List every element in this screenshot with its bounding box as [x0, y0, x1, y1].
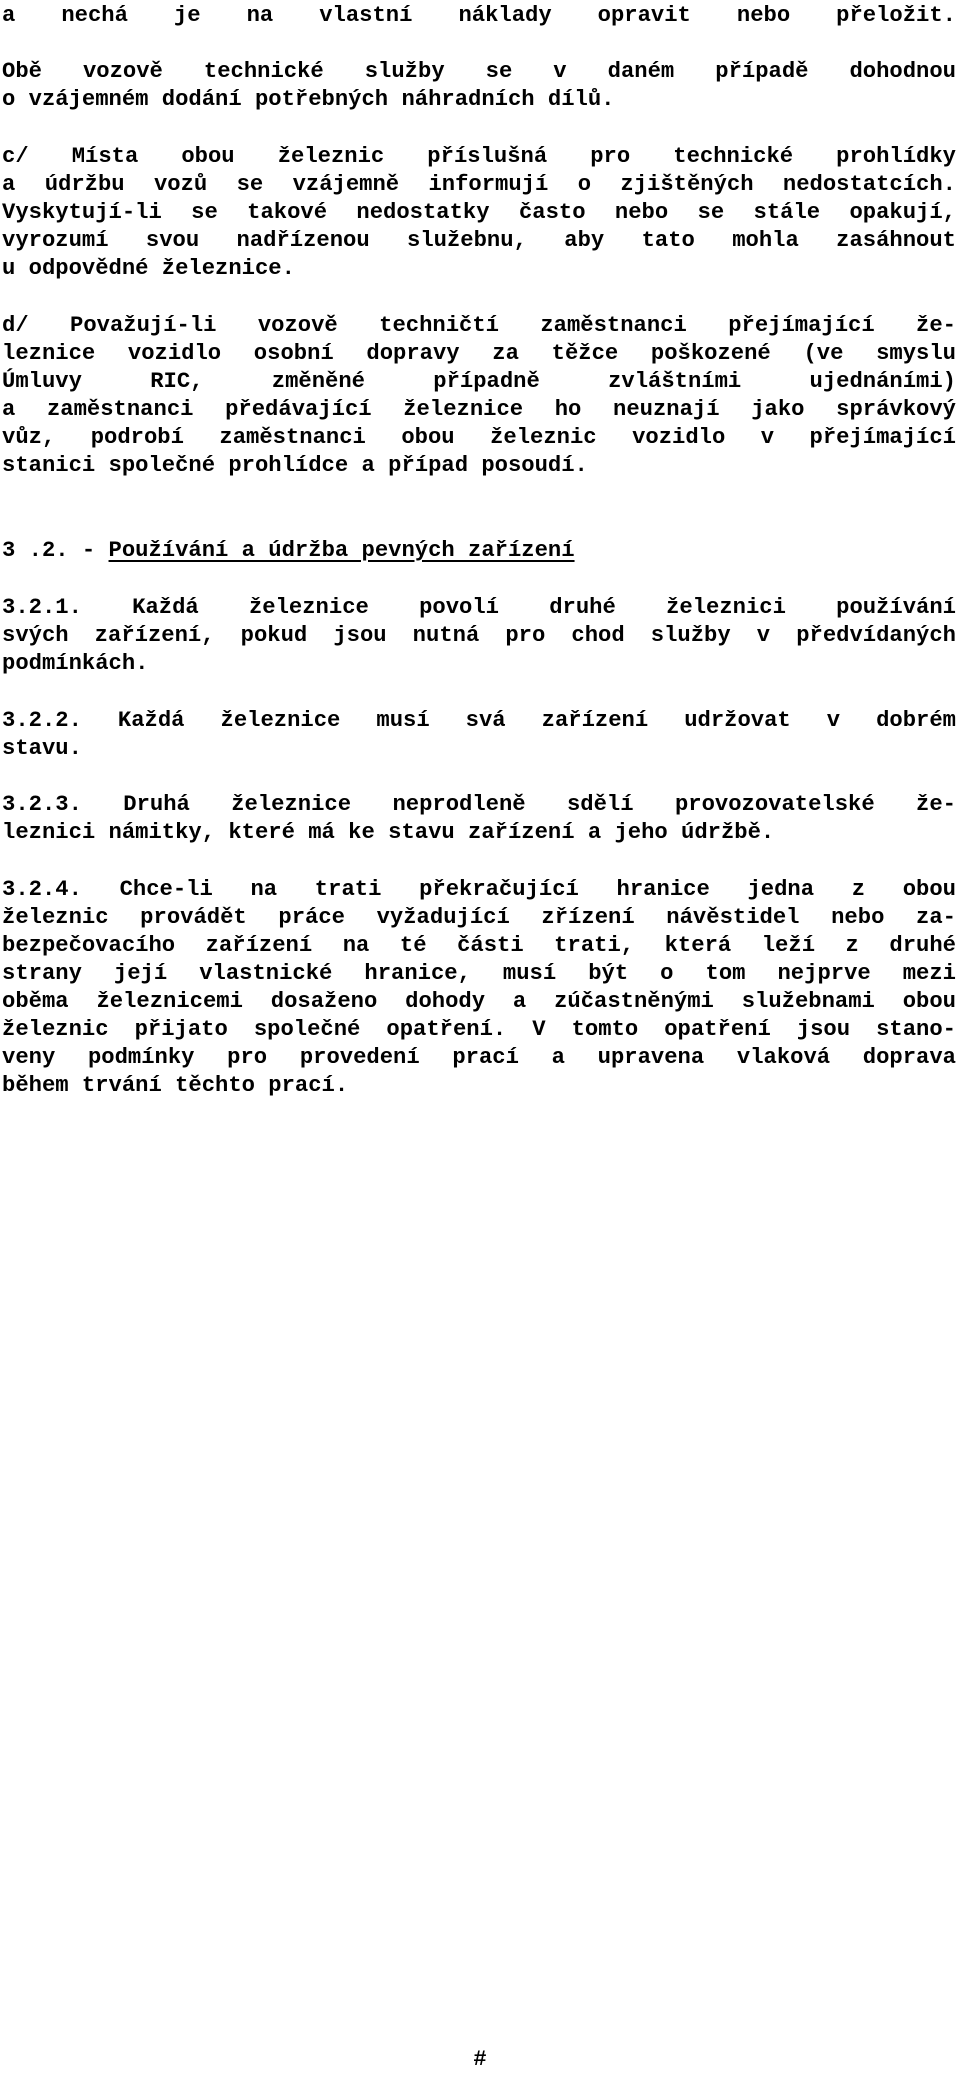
- paragraph-line: železnic provádět práce vyžadující zřízení návěstidel nebo za-: [2, 905, 956, 930]
- paragraph-line: leznici námitky, které má ke stavu zařízení a jeho údržbě.: [2, 820, 775, 845]
- paragraph-line: c/ Místa obou železnic příslušná pro technické prohlídky: [2, 144, 956, 169]
- section-heading: [2, 537, 956, 565]
- paragraph-line: podmínkách.: [2, 651, 149, 676]
- paragraph-line: Obě vozově technické služby se v daném případě dohodnou: [2, 59, 956, 84]
- paragraph-line: Vyskytují-li se takové nedostatky často nebo se stále opakují,: [2, 200, 956, 225]
- paragraph-line: vyrozumí svou nadřízenou služebnu, aby tato mohla zasáhnout: [2, 228, 956, 253]
- paragraph-line: stanici společné prohlídce a případ posoudí.: [2, 453, 588, 478]
- paragraph-line: železnic přijato společné opatření. V tomto opatření jsou stano-: [2, 1017, 956, 1042]
- paragraph-line: d/ Považují-li vozově techničtí zaměstnanci přejímající že-: [2, 313, 956, 338]
- page-footer-mark: #: [473, 2047, 487, 2072]
- paragraph-line: a zaměstnanci předávající železnice ho neuznají jako správkový: [2, 397, 956, 422]
- paragraph-line: svých zařízení, pokud jsou nutná pro chod služby v předvídaných: [2, 623, 956, 648]
- paragraph-line: u odpovědné železnice.: [2, 256, 295, 281]
- paragraph-line: leznice vozidlo osobní dopravy za těžce poškozené (ve smyslu: [2, 341, 956, 366]
- paragraph-line: stavu.: [2, 736, 82, 761]
- paragraph-line: a nechá je na vlastní náklady opravit nebo přeložit.: [2, 3, 956, 28]
- paragraph-line: 3.2.4. Chce-li na trati překračující hranice jedna z obou: [2, 877, 956, 902]
- paragraph-line: 3.2.1. Každá železnice povolí druhé železnici používání: [2, 595, 956, 620]
- section-number: 3 .2. -: [2, 538, 109, 563]
- paragraph-line: během trvání těchto prací.: [2, 1073, 349, 1098]
- paragraph-line: o vzájemném dodání potřebných náhradních dílů.: [2, 87, 615, 112]
- paragraph-line: bezpečovacího zařízení na té části trati, která leží z druhé: [2, 933, 956, 958]
- paragraph-line: vůz, podrobí zaměstnanci obou železnic vozidlo v přejímající: [2, 425, 956, 450]
- paragraph-line: 3.2.2. Každá železnice musí svá zařízení udržovat v dobrém: [2, 708, 956, 733]
- paragraph-line: Úmluvy RIC, změněné případně zvláštními ujednáními): [2, 369, 956, 394]
- paragraph-line: strany její vlastnické hranice, musí být o tom nejprve mezi: [2, 961, 956, 986]
- section-title: Používání a údržba pevných zařízení: [108, 538, 575, 563]
- paragraph-line: oběma železnicemi dosaženo dohody a zúčastněnými služebnami obou: [2, 989, 956, 1014]
- paragraph-line: 3.2.3. Druhá železnice neprodleně sdělí provozovatelské že-: [2, 792, 956, 817]
- paragraph-line: veny podmínky pro provedení prací a upravena vlaková doprava: [2, 1045, 956, 1070]
- paragraph-line: a údržbu vozů se vzájemně informují o zjištěných nedostatcích.: [2, 172, 956, 197]
